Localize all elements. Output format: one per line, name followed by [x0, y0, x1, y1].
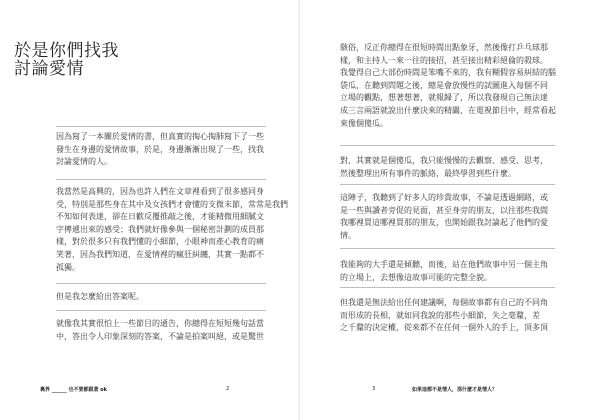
text-line: 不知如何表達，卻在日歡反覆推敲之後，才能精微用細膩文 [56, 212, 264, 222]
text-line: 之千釐的決定權，從來都不在任何一個外人的手上，頂多頂 [340, 323, 548, 333]
paragraph-4 [56, 318, 266, 343]
divider [340, 248, 555, 249]
chapter-title-line-1: 於是你們找我 [14, 41, 119, 61]
divider [56, 283, 266, 284]
text-line: 立場的觀點，想著想著，就報歸了，所以我發現自己無法達 [340, 93, 548, 103]
text-line: 情。 [340, 230, 356, 240]
paragraph-8 [340, 259, 555, 284]
text-line: 我覺得自己大部份時間是笨嘴不來的，我有糊假容易糾結的腦 [340, 68, 556, 78]
chapter-title [14, 42, 119, 78]
text-line: 字傳遞出來的感受；我們就好像參與一個秘密計劃的成員那 [56, 224, 264, 234]
text-line: 我當然是高興的，因為也許人們在文章裡看到了很多感同身 [56, 187, 264, 196]
right-page [300, 0, 600, 420]
paragraph-1 [56, 131, 266, 169]
text-line: 成三言兩語就說出什麼決來的精闢，在電視節目中，經常看起 [340, 105, 556, 115]
text-line: 駭俗，反正你總得在很短時間出點象牙，然後像打乒乓球那 [340, 43, 548, 52]
paragraph-5 [340, 42, 555, 130]
paragraph-9 [340, 297, 555, 335]
text-line: 而形成的長相，就如同我說的那些小細節，失之毫釐，差 [340, 310, 540, 320]
divider [340, 287, 555, 288]
text-line: 這陣子，我聽到了好多人的珍貴故事，不論是透過網路，或 [340, 193, 548, 202]
running-footer: 如果這都不是情人，那什麼才是情人？ [412, 387, 498, 393]
page-number: 3 [372, 386, 376, 392]
divider [56, 179, 266, 180]
text-line: 我能夠的大手還是傾聽，而後，站在他們故事中另一個主角 [340, 260, 548, 269]
text-line: 但是我怎麼給出答案呢。 [56, 292, 144, 301]
text-line: 然後整理出所有事件的脈絡，最終學習到些什麼。 [340, 168, 516, 178]
text-line: 是一些與讀者旁促的見面，甚至身旁的朋友，以往那些我間 [340, 205, 548, 215]
paragraph-6 [340, 155, 555, 180]
text-line: 討論愛情的人。 [56, 157, 112, 167]
text-line: 樣，和主持人一來一往的接招，甚至接出精彩絕倫的殺球。 [340, 55, 548, 65]
page-number: 2 [226, 386, 230, 392]
text-line: 受，特別是那些身在其中及女孩們才會懂的支微末節，常常是我們 [56, 199, 288, 209]
text-line: 我哪裡買這哪裡買那的朋友，也開始跟我討論起了他們的愛 [340, 218, 548, 228]
text-line: 中，答出令人印象深刻的答案，不論是拍案叫絕，或是驚世 [56, 331, 264, 341]
text-line: 但我還是無法給出任何建議啊，每個故事都有自己的不同角 [340, 298, 548, 307]
chapter-title-line-2: 討論愛情 [14, 59, 84, 79]
divider [340, 145, 555, 146]
text-line: 就像我其實很怕上一些節目的通告，你總得在短短幾句話當 [56, 319, 264, 328]
text-line: 發生在身邊的愛情故事，於是，身邊漸漸出現了一些，找我 [56, 144, 264, 154]
paragraph-2 [56, 186, 288, 274]
running-footer: 裏界 ______ 也不要都跟著 ok [40, 387, 107, 393]
text-line: 對，其實就是個傻瓜，我只能慢慢的去觀察、感受、思考， [340, 156, 548, 165]
text-line: 樣，對於很多只有我們懂的小細節，小眼神而產心教育的痛 [56, 237, 264, 247]
text-line: 因為寫了一本關於愛情的書，但真實的掏心掏肺寫下了一些 [56, 132, 264, 141]
paragraph-7 [340, 192, 555, 242]
text-line: 孤獨。 [56, 262, 80, 272]
text-line: 的立場上，去想像這故事可能的完整全貌。 [340, 272, 492, 282]
divider [340, 184, 555, 185]
divider [56, 310, 266, 311]
text-line: 來像個傻瓜。 [340, 118, 388, 128]
text-line: 笑著，因為我們知道，在愛情裡的瘋狂糾纏，其實一點都不 [56, 249, 264, 259]
paragraph-3 [56, 291, 266, 304]
text-line: 袋瓜，在聽到問題之後，總是會放慢性的試圖進入每個不同 [340, 80, 548, 90]
top-rule [56, 126, 266, 127]
